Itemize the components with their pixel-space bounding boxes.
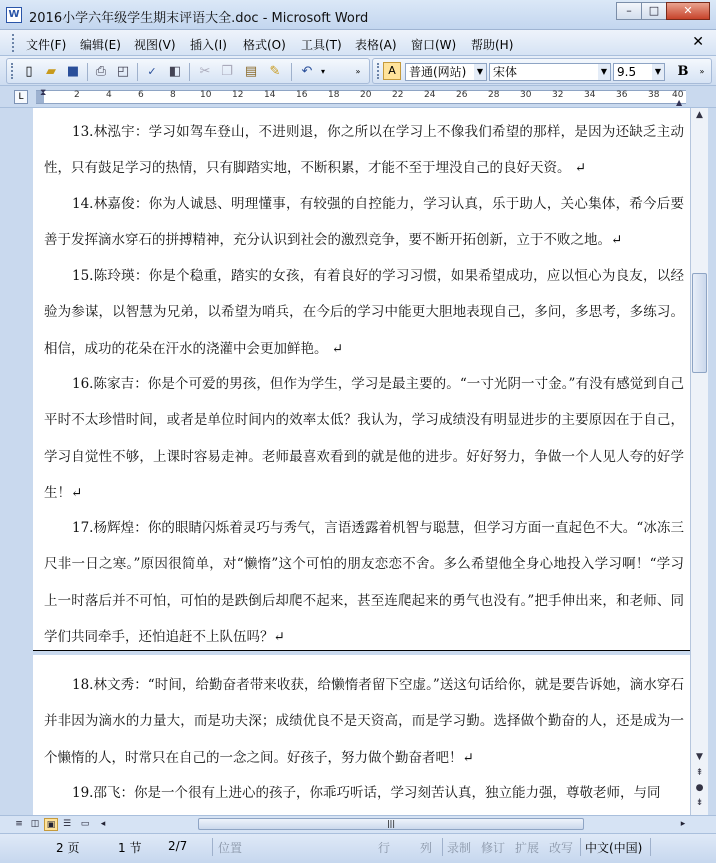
toolbar-separator	[87, 63, 88, 81]
status-separator	[442, 838, 443, 856]
font-size-value: 9.5	[617, 65, 637, 79]
paragraph[interactable]: 13.林泓宇：学习如驾车登山，不进则退，你之所以在学习上不像我们希望的那样，是因为还缺乏主动性，只有鼓足学习的热情，只有脚踏实地，不断积累，才能不至于埋没自己的良好天资。 ↵	[44, 124, 684, 177]
left-margin	[0, 108, 33, 815]
status-line: 行	[378, 841, 391, 855]
normal-view-icon[interactable]: ≡	[15, 819, 23, 829]
ruler-number: 34	[584, 90, 596, 100]
document-page[interactable]	[33, 108, 690, 815]
status-page-count: 2/7	[168, 839, 188, 853]
close-window-button[interactable]: ✕	[666, 2, 710, 20]
horizontal-scroll-area	[0, 815, 716, 833]
close-document-button[interactable]: ✕	[692, 34, 704, 50]
styles-pane-icon[interactable]: A	[383, 62, 401, 80]
vertical-scroll-thumb[interactable]	[692, 273, 707, 373]
ruler-number: 32	[552, 90, 564, 100]
font-select[interactable]	[489, 63, 611, 81]
spelling-icon[interactable]: ✓	[147, 65, 157, 78]
print-view-icon[interactable]: ▣	[44, 818, 58, 831]
paragraph[interactable]: 17.杨辉煌：你的眼睛闪烁着灵巧与秀气，言语透露着机智与聪慧，但学习方面一直起色不大。“冰冻三尺非一日之寒。”原因很简单，对“懒惰”这个可怕的朋友恋恋不舍。多么希望他全身心地投入学习啊！“学习上一时落后并不可怕，可怕的是跌倒后却爬不起来，甚至连爬起来的勇气也没有。”把手伸出来，和老师、同学们共同牵手，还怕追赶不上队伍吗？↵	[44, 520, 684, 645]
title-bar	[0, 0, 716, 30]
chevron-down-icon[interactable]: ▼	[652, 64, 664, 80]
new-document-icon[interactable]: ▯	[25, 64, 33, 79]
ruler-number: 24	[424, 90, 436, 100]
word-app-icon[interactable]: W	[6, 7, 22, 23]
ruler-number: 6	[138, 90, 144, 100]
status-section: 1 节	[118, 841, 142, 855]
menu-table[interactable]: 表格(A)	[355, 38, 397, 52]
ruler-number: 38	[648, 90, 660, 100]
ruler-number: 2	[74, 90, 80, 100]
menu-window[interactable]: 窗口(W)	[411, 38, 457, 52]
copy-icon[interactable]: ❐	[221, 64, 233, 79]
right-indent-marker-icon[interactable]: ▲	[676, 98, 683, 107]
toolbar-separator	[291, 63, 292, 81]
style-select[interactable]	[405, 63, 487, 81]
print-icon[interactable]: ⎙	[95, 64, 107, 79]
menu-bar	[0, 30, 716, 56]
formatting-toolbar	[372, 58, 712, 84]
font-value: 宋体	[493, 65, 518, 79]
paste-icon[interactable]: ▤	[244, 64, 258, 79]
web-view-icon[interactable]: ◫	[30, 819, 40, 829]
format-painter-icon[interactable]: ✎	[269, 64, 281, 79]
research-icon[interactable]: ◧	[168, 64, 182, 79]
toolbar-options-icon[interactable]: »	[355, 67, 361, 76]
toolbar	[0, 56, 716, 86]
ruler-number: 10	[200, 90, 212, 100]
window-title: 2016小学六年级学生期末评语大全.doc - Microsoft Word	[29, 11, 369, 26]
ruler-number: 30	[520, 90, 532, 100]
ruler-number: 16	[296, 90, 308, 100]
ruler-number: 20	[360, 90, 372, 100]
toolbar-separator	[137, 63, 138, 81]
status-column: 列	[420, 841, 433, 855]
undo-dropdown-icon[interactable]: ▾	[320, 67, 325, 76]
font-size-select[interactable]	[613, 63, 665, 81]
menu-edit[interactable]: 编辑(E)	[80, 38, 121, 52]
open-folder-icon[interactable]: ▰	[46, 64, 56, 79]
paragraph[interactable]: 19.邵飞：你是一个很有上进心的孩子，你乖巧听话，学习刻苦认真，独立能力强，尊敬老师，与同	[72, 785, 661, 801]
chevron-down-icon[interactable]: ▼	[598, 64, 610, 80]
menu-view[interactable]: 视图(V)	[134, 38, 176, 52]
menu-grip-handle[interactable]	[12, 34, 18, 52]
menu-insert[interactable]: 插入(I)	[190, 38, 227, 52]
menu-file[interactable]: 文件(F)	[26, 38, 67, 52]
style-value: 普通(网站)	[409, 65, 467, 79]
print-preview-icon[interactable]: ◰	[116, 64, 130, 79]
ruler-strip[interactable]	[36, 90, 686, 104]
status-position: 位置	[218, 841, 243, 855]
ruler-number: 4	[106, 90, 112, 100]
scroll-left-icon[interactable]: ◂	[100, 819, 106, 829]
save-icon[interactable]: ■	[66, 64, 80, 79]
horizontal-ruler[interactable]	[0, 86, 716, 108]
reading-view-icon[interactable]: ▭	[80, 819, 90, 829]
paragraph[interactable]: 16.陈家吉：你是个可爱的男孩，但作为学生，学习是最主要的。“一寸光阴一寸金。”有没有感觉到自己平时不太珍惜时间，或者是单位时间内的效率太低？我认为，学习成绩没有明显进步的主要原因在于自己，学习自觉性不够，上课时容易走神。老师最喜欢看到的就是他的进步。好好努力，争做一个人见人夸的好学生！↵	[44, 376, 684, 501]
scroll-up-icon[interactable]: ▲	[696, 110, 703, 120]
paragraph[interactable]: 18.林文秀：“时间，给勤奋者带来收获，给懒惰者留下空虚。”送这句话给你，就是要告诉她，滴水穿石并非因为滴水的力量大，而是功夫深；成绩优良不是天资高，而是学习勤。选择做个勤奋的人，还是成为一个懒惰的人，时常只在自己的一念之间。好孩子，努力做个勤奋者吧！↵	[44, 677, 684, 766]
horizontal-scroll-thumb[interactable]: |||	[198, 818, 584, 830]
status-page: 2 页	[56, 841, 80, 855]
status-record[interactable]: 录制	[447, 841, 472, 855]
status-separator	[580, 838, 581, 856]
previous-page-icon[interactable]: ⇞	[695, 768, 704, 778]
ruler-number: 8	[170, 90, 176, 100]
bold-button[interactable]: B	[677, 64, 689, 79]
paragraph[interactable]: 14.林嘉俊：你为人诚恳、明理懂事，有较强的自控能力，学习认真，乐于助人，关心集体，希今后要善于发挥滴水穿石的拼搏精神，充分认识到社会的激烈竞争，要不断开拓创新，立于不败之地。↵	[44, 196, 684, 249]
undo-icon[interactable]: ↶	[301, 64, 313, 79]
scroll-right-icon[interactable]: ▸	[680, 819, 686, 829]
paragraph[interactable]: 15.陈玲瑛：你是个稳重，踏实的女孩，有着良好的学习习惯，如果希望成功，应以恒心为良友，以经验为参谋，以智慧为兄弟，以希望为哨兵，在今后的学习中能更大胆地表现自己，多问，多思考，多练习。相信，成功的花朵在汗水的浇灌中会更加鲜艳。 ↵	[44, 268, 684, 357]
menu-tools[interactable]: 工具(T)	[301, 38, 342, 52]
toolbar-separator	[189, 63, 190, 81]
status-extend[interactable]: 扩展	[515, 841, 540, 855]
toolbar-grip-handle[interactable]	[11, 63, 17, 79]
maximize-button[interactable]: □	[641, 2, 667, 20]
status-separator	[650, 838, 651, 856]
status-bar	[0, 833, 716, 863]
status-language[interactable]: 中文(中国)	[585, 841, 643, 855]
next-page-icon[interactable]: ⇟	[695, 798, 704, 808]
status-track-changes[interactable]: 修订	[481, 841, 506, 855]
cut-icon[interactable]: ✂	[199, 64, 211, 79]
minimize-button[interactable]: –	[616, 2, 642, 20]
page-gap	[33, 651, 690, 655]
menu-help[interactable]: 帮助(H)	[471, 38, 514, 52]
chevron-down-icon[interactable]: ▼	[474, 64, 486, 80]
ruler-number: 36	[616, 90, 628, 100]
toolbar-options-icon[interactable]: »	[699, 67, 705, 76]
tab-selector-icon[interactable]: L	[14, 90, 28, 104]
ruler-number: 40	[672, 90, 684, 100]
menu-format[interactable]: 格式(O)	[243, 38, 286, 52]
indent-marker-icon[interactable]: ⧗	[40, 88, 47, 98]
outline-view-icon[interactable]: ☰	[62, 819, 72, 829]
ruler-number: 26	[456, 90, 468, 100]
ruler-number: 28	[488, 90, 500, 100]
ruler-number: 12	[232, 90, 244, 100]
ruler-number: 22	[392, 90, 404, 100]
scroll-down-icon[interactable]: ▼	[696, 752, 703, 762]
status-overtype[interactable]: 改写	[549, 841, 574, 855]
window-controls	[617, 2, 710, 20]
vertical-scrollbar[interactable]	[690, 108, 708, 815]
standard-toolbar	[6, 58, 370, 84]
select-browse-object-icon[interactable]: ●	[695, 783, 704, 793]
status-separator	[212, 838, 213, 856]
ruler-number: 14	[264, 90, 276, 100]
ruler-number: 18	[328, 90, 340, 100]
